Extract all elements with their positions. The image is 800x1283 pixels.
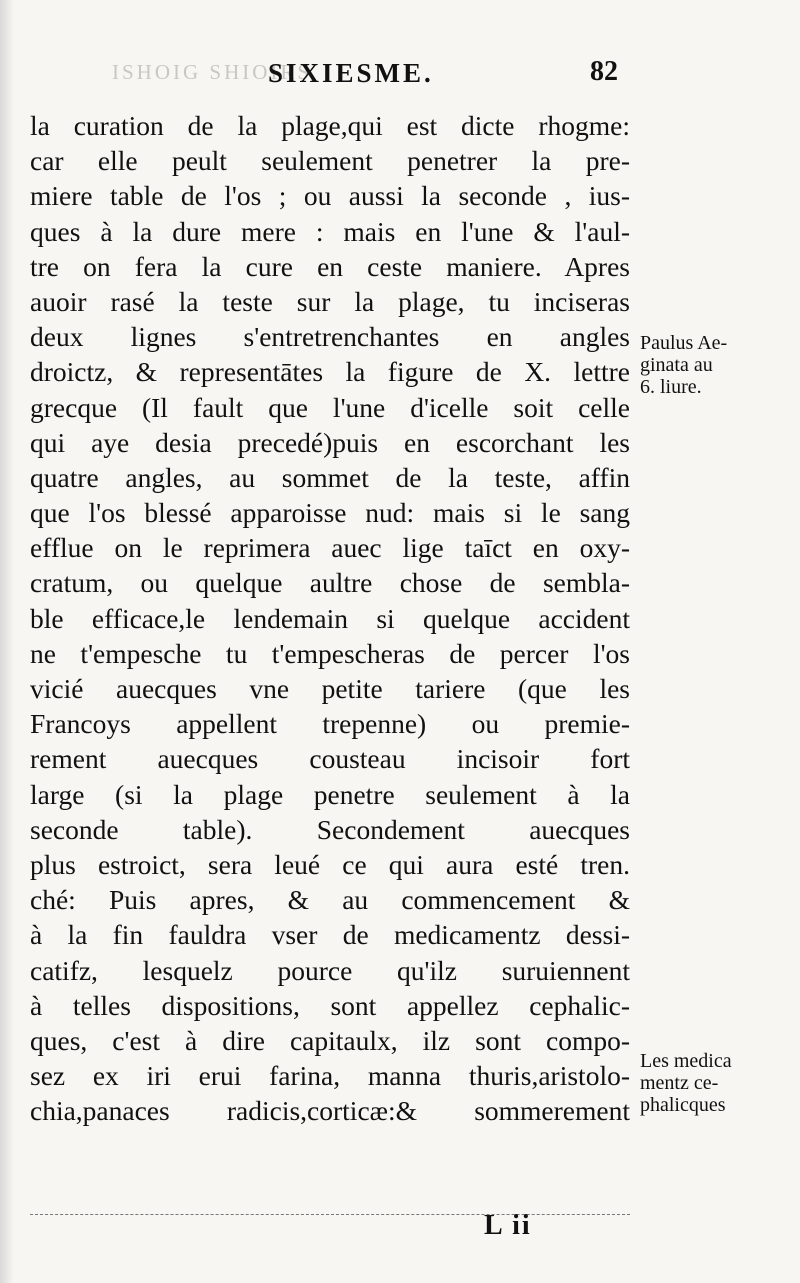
text-line: car elle peult seulement penetrer la pre- — [30, 145, 630, 177]
text-line: catifz, lesquelz pource qu'ilz suruiennent — [30, 954, 630, 986]
margin-note-paulus — [640, 332, 790, 398]
text-line: qui aye desia precedé)puis en escorchant les — [30, 426, 630, 458]
signature-mark: L ii — [484, 1210, 532, 1241]
text-line: large (si la plage penetre seulement à la — [30, 778, 630, 810]
margin-note-line: Les medica — [640, 1050, 732, 1072]
page-number: 82 — [590, 56, 618, 87]
text-line: seconde table). Secondement auecques — [30, 813, 630, 845]
text-line: ble efficace,le lendemain si quelque accident — [30, 602, 630, 634]
text-line: rement auecques cousteau incisoir fort — [30, 743, 630, 775]
margin-note-line: ginata au — [640, 354, 713, 376]
text-line: chia,panaces radicis,corticæ:& sommerement — [30, 1095, 630, 1127]
text-line: vicié auecques vne petite tariere (que les — [30, 673, 630, 704]
text-line: Francoys appellent trepenne) ou premie- — [30, 708, 630, 740]
text-line: ne t'empesche tu t'empescheras de percer l'os — [30, 637, 630, 669]
text-line: ché: Puis apres, & au commencement & — [30, 884, 630, 916]
margin-note-line: phalicques — [640, 1094, 726, 1116]
text-line: cratum, ou quelque aultre chose de sembla- — [30, 567, 630, 599]
margin-note-line: mentz ce- — [640, 1072, 719, 1094]
text-line: efflue on le reprimera auec lige taīct en oxy- — [30, 532, 630, 564]
text-line: ques, c'est à dire capitaulx, ilz sont compo- — [30, 1024, 630, 1056]
text-line: miere table de l'os ; ou aussi la seconde , ius- — [30, 180, 630, 212]
text-line: la curation de la plage,qui est dicte rhogme: — [30, 110, 630, 141]
page-gutter-shadow — [0, 0, 14, 1283]
text-line: tre on fera la cure en ceste maniere. Apres — [30, 250, 630, 282]
text-line: plus estroict, sera leué ce qui aura esté tren. — [30, 848, 630, 880]
bleed-through-text: ISHOIG SHIOIRS — [112, 60, 313, 84]
text-line: quatre angles, au sommet de la teste, affin — [30, 461, 630, 493]
text-line: droictz, & representātes la figure de X. lettre — [30, 356, 630, 388]
margin-note-medicamentz — [640, 1050, 790, 1116]
text-line: à la fin fauldra vser de medicamentz dessi- — [30, 919, 630, 951]
text-line: sez ex iri erui farina, manna thuris,aristolo- — [30, 1060, 630, 1092]
text-line: auoir rasé la teste sur la plage, tu inciseras — [30, 285, 630, 317]
text-line: deux lignes s'entretrenchantes en angles — [30, 321, 630, 353]
text-line: grecque (Il fault que l'une d'icelle soit celle — [30, 391, 630, 423]
text-line: à telles dispositions, sont appellez cephalic- — [30, 989, 630, 1021]
text-block-rule — [30, 1214, 630, 1215]
text-line: que l'os blessé apparoisse nud: mais si le sang — [30, 497, 630, 529]
body-text — [30, 108, 630, 1128]
text-line: ques à la dure mere : mais en l'une & l'aul- — [30, 215, 630, 247]
margin-note-line: Paulus Ae- — [640, 332, 728, 354]
running-head: SIXIESME. — [268, 58, 434, 88]
margin-note-line: 6. liure. — [640, 376, 702, 398]
